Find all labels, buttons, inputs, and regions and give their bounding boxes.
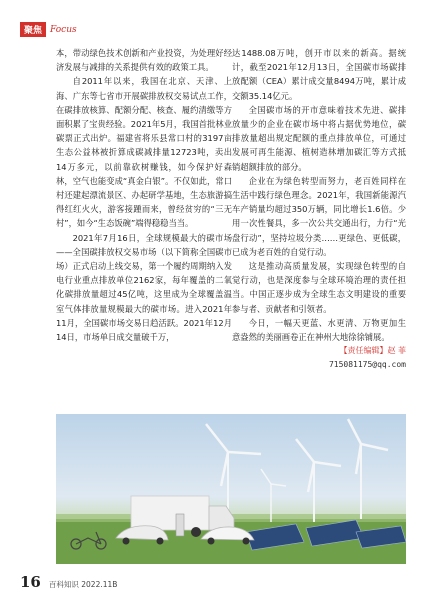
paragraph: 达1488.08万吨，创开市以来的新高。据统计，截至2021年12月13日，全国碳市场碳排放配额（CEA）累计成交量8494万吨，累计成交额35.14亿元。	[232, 48, 406, 101]
paragraph: 这是推动高质量发展，实现绿色转型的自觉行动，也是深度参与全球环境治理的责任担当。中国正逐步成为全球生态文明建设的重要参与者、贡献者和引领者。	[232, 261, 406, 314]
section-focus-label: Focus	[50, 24, 77, 35]
left-column	[56, 46, 232, 344]
right-column	[232, 46, 406, 373]
page-footer	[20, 573, 117, 591]
paragraph: 全国碳市场的开市意味着技术先进、碳排放量少的企业在碳市场中将占据优势地位，碳排放量超出规定配额的重点排放单位，可通过发展可再生能源、植树造林增加碳汇等方式抵销超额排放的部分。	[232, 104, 406, 172]
charging-station-icon	[176, 514, 184, 536]
section-tag: 聚焦	[20, 22, 46, 37]
paragraph: 2021年7月16日，全球规模最大的碳市场——全国碳排放权交易市场（以下简称全国碳市场）正式启动上线交易，第一个履约周期纳入发电行业重点排放单位2162家，每年覆盖的二氧化碳排放量超过45亿吨，这里成为全球覆盖温室气体排放量规模最大的碳市场。进入2021年11月，全国碳市场交易日趋活跃。2021年12月14日，市场单日成交量破千万，	[56, 232, 232, 343]
paragraph: 企业在为绿色转型而努力，老百姓同样在生活中践行绿色理念。2021年，我国新能源汽车产销量均超过350万辆，同比增长1.6倍。少用一次性餐具，多一次公共交通出行，力行“光盘行动”，坚持垃圾分类……更绿色、更低碳，已成为老百姓的自觉行动。	[232, 175, 406, 257]
section-header	[20, 22, 77, 37]
paragraph: 自2011年以来，我国在北京、天津、上海、广东等七省市开展碳排放权交易试点工作，在碳排放核算、配额分配、核查、履约清缴等方面积累了宝贵经验。2021年5月，我国首批林业碳票正式出炉。福建省将乐县常口村的3197亩生态公益林被折算成碳减排量12723吨，卖出14万多元，以前靠砍树赚钱，如今保护好森林，空气也能变成“真金白银”。不仅如此，常口村还建起漂流景区、办起研学基地，生态旅游搞得红红火火，游客接踵而来，曾经贫穷的“三无村”，如今“生态饭碗”端得稳稳当当。	[56, 76, 232, 229]
editor-credit: 【责任编辑】赵 菲	[339, 346, 406, 356]
paragraph: 本，带动绿色技术创新和产业投资，为处理好经济发展与减排的关系提供有效的政策工具。	[56, 48, 232, 73]
editor-email: 715081175@qq.com	[328, 360, 406, 370]
illustration-green-energy	[56, 414, 406, 564]
paragraph: 今日，一幅天更蓝、水更清、万物更加生意盎然的美丽画卷正在神州大地徐徐铺展。	[232, 317, 406, 343]
wind-solar-ev-illustration	[56, 414, 406, 564]
wind-turbine-icon	[206, 419, 388, 522]
page-number: 16	[20, 573, 41, 591]
issue-label: 百科知识 2022.11B	[48, 580, 118, 589]
